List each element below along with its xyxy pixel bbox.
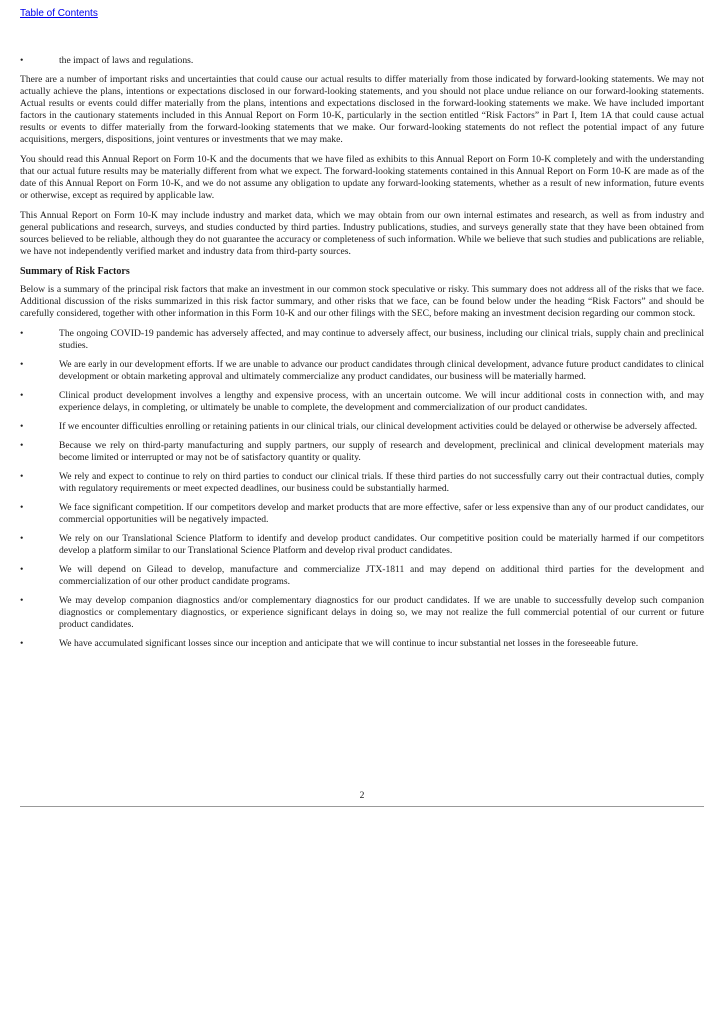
risk-factor-text: The ongoing COVID-19 pandemic has adversely affected, and may continue to adversely affect, our business, including our clinical trials, supply chain and preclinical studies. xyxy=(59,328,704,351)
risk-factor-item xyxy=(20,440,704,464)
bullet-marker: • xyxy=(20,533,24,544)
risk-factor-item xyxy=(20,328,704,352)
risk-factor-item xyxy=(20,359,704,383)
risk-factor-item xyxy=(20,564,704,588)
risk-factor-item xyxy=(20,471,704,495)
risk-factor-text: We may develop companion diagnostics and/or complementary diagnostics for our product candidates. If we are unable to successfully develop such companion diagnostics or complementary diagnostics, or experience significant delays in doing so, we may not realize the full commercial potential of our current or future product candidates. xyxy=(59,595,704,630)
risk-factor-item xyxy=(20,638,704,650)
risk-factor-text: We have accumulated significant losses since our inception and anticipate that we will continue to incur substantial net losses in the foreseeable future. xyxy=(59,638,639,649)
risk-factor-item xyxy=(20,502,704,526)
document-body xyxy=(20,55,704,657)
risk-factor-item xyxy=(20,533,704,557)
intro-bullet xyxy=(20,55,704,67)
risk-factor-text: If we encounter difficulties enrolling or retaining patients in our clinical trials, our clinical development activities could be delayed or otherwise be adversely affected. xyxy=(59,421,698,432)
bullet-marker: • xyxy=(20,440,24,451)
bullet-marker: • xyxy=(20,390,24,401)
risk-factor-list xyxy=(20,328,704,650)
risk-factor-text: We rely and expect to continue to rely on third parties to conduct our clinical trials. If these third parties do not successfully carry out their contractual duties, comply with regulatory requirements or meet expected deadlines, our business could be substantially harmed. xyxy=(59,471,704,494)
bullet-text: the impact of laws and regulations. xyxy=(59,55,194,66)
page-number: 2 xyxy=(359,790,365,801)
bullet-marker: • xyxy=(20,564,24,575)
summary-heading: Summary of Risk Factors xyxy=(20,266,130,277)
paragraph-risks-uncertainties: There are a number of important risks and uncertainties that could cause our actual results to differ materially from those indicated by forward-looking statements. We may not actually achieve the plans, intentions or expectations disclosed in our forward-looking statements, and you should not place undue reliance on our forward-looking statements. Actual results or events could differ materially from the plans, intentions and expectations disclosed in the forward-looking statements we make. We have included important factors in the cautionary statements included in this Annual Report on Form 10-K, particularly in the section entitled “Risk Factors” in Part I, Item 1A that could cause actual results or events to differ materially from the forward-looking statements that we make. Our forward-looking statements do not reflect the potential impact of any future acquisitions, mergers, dispositions, joint ventures or investments that we may make. xyxy=(20,74,704,145)
risk-factor-text: Because we rely on third-party manufacturing and supply partners, our supply of research and development, preclinical and clinical development materials may become limited or interrupted or may not be of satisfactory quantity or quality. xyxy=(59,440,704,463)
bullet-marker: • xyxy=(20,502,24,513)
risk-factor-text: We are early in our development efforts. If we are unable to advance our product candidates through clinical development, advance future product candidates to clinical development or obtain marketing approval and ultimately commercialize any product candidates, our business will be materially harmed. xyxy=(59,359,704,382)
risk-factor-item xyxy=(20,421,704,433)
footer-divider xyxy=(20,806,704,807)
bullet-marker: • xyxy=(20,328,24,339)
bullet-marker: • xyxy=(20,638,24,649)
risk-factor-item xyxy=(20,390,704,414)
risk-factor-text: Clinical product development involves a lengthy and expensive process, with an uncertain outcome. We will incur additional costs in connection with, and may experience delays, in completing, or ultimately be unable to complete, the development and commercialization of our product candidates. xyxy=(59,390,704,413)
bullet-marker: • xyxy=(20,421,24,432)
risk-factor-text: We will depend on Gilead to develop, manufacture and commercialize JTX-1811 and may depend on additional third parties for the development and commercialization of our other product candidate programs. xyxy=(59,564,704,587)
bullet-marker: • xyxy=(20,55,24,66)
bullet-marker: • xyxy=(20,595,24,606)
bullet-marker: • xyxy=(20,359,24,370)
risk-factor-item xyxy=(20,595,704,631)
summary-intro: Below is a summary of the principal risk factors that make an investment in our common stock speculative or risky. This summary does not address all of the risks that we face. Additional discussion of the risks summarized in this risk factor summary, and other risks that we face, can be found below under the heading “Risk Factors” and should be carefully considered, together with other information in this Form 10-K and our other filings with the SEC, before making an investment decision regarding our common stock. xyxy=(20,284,704,319)
risk-factor-text: We face significant competition. If our competitors develop and market products that are more effective, safer or less expensive than any of our product candidates, our commercial opportunities will be negatively impacted. xyxy=(59,502,704,525)
risk-factor-text: We rely on our Translational Science Platform to identify and develop product candidates. Our competitive position could be materially harmed if our competitors develop a platform similar to our Translational Science Platform and develop rival product candidates. xyxy=(59,533,704,556)
bullet-marker: • xyxy=(20,471,24,482)
paragraph-read-annual-report: You should read this Annual Report on Form 10-K and the documents that we have filed as exhibits to this Annual Report on Form 10-K completely and with the understanding that our actual future results may be materially different from what we expect. The forward-looking statements contained in this Annual Report on Form 10-K are made as of the date of this Annual Report on Form 10-K, and we do not assume any obligation to update any forward-looking statements, whether as a result of new information, future events or otherwise, except as required by applicable law. xyxy=(20,154,704,201)
paragraph-market-data: This Annual Report on Form 10-K may include industry and market data, which we may obtain from our own internal estimates and research, as well as from industry and general publications and research, surveys, and studies conducted by third parties. Industry publications, studies, and surveys generally state that they have been obtained from sources believed to be reliable, although they do not guarantee the accuracy or completeness of such information. While we believe that such studies and publications are reliable, we have not independently verified market and industry data from third-party sources. xyxy=(20,210,704,257)
table-of-contents-link[interactable]: Table of Contents xyxy=(20,8,98,19)
